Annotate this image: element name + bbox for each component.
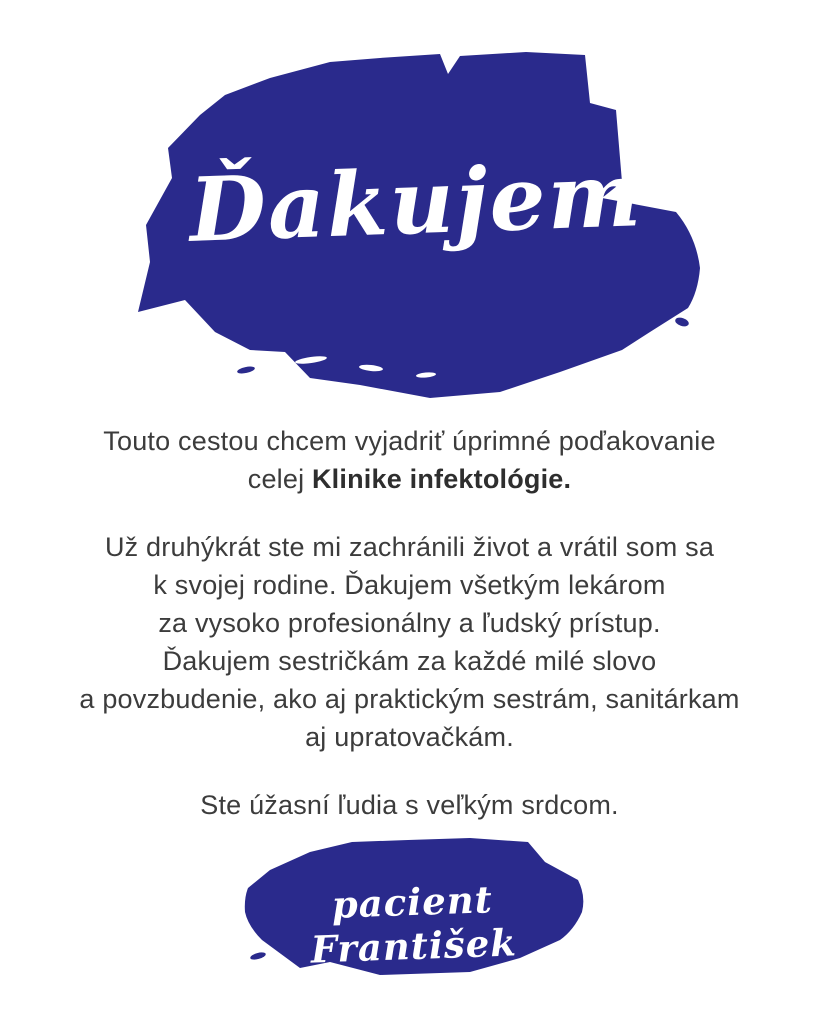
intro-line2-prefix: celej <box>247 464 312 494</box>
paragraph-closing: Ste úžasní ľudia s veľkým srdcom. <box>200 790 619 820</box>
thanks-line2: k svojej rodine. Ďakujem všetkým lekárom <box>153 570 666 600</box>
thanks-line4: Ďakujem sestričkám za každé milé slovo <box>162 646 657 676</box>
message-block <box>0 422 819 824</box>
paragraph-thanks <box>0 528 819 756</box>
brush-stroke-bottom <box>238 834 588 986</box>
thanks-line1: Už druhýkrát ste mi zachránili život a vrátil som sa <box>104 532 715 562</box>
thanks-line6: aj upratovačkám. <box>305 722 514 752</box>
paragraph-intro <box>0 422 819 498</box>
brush-stroke-top <box>126 40 706 405</box>
clinic-name: Klinike infektológie. <box>311 464 572 494</box>
hero-title: Ďakujem <box>187 142 645 262</box>
thanks-line3: za vysoko profesionálny a ľudský prístup. <box>158 608 661 638</box>
signature-text: pacient František <box>309 877 518 972</box>
thanks-line5: a povzbudenie, ako aj praktickým sestrám, sanitárkam <box>79 684 740 714</box>
intro-line1: Touto cestou chcem vyjadriť úprimné poďakovanie <box>103 426 716 456</box>
